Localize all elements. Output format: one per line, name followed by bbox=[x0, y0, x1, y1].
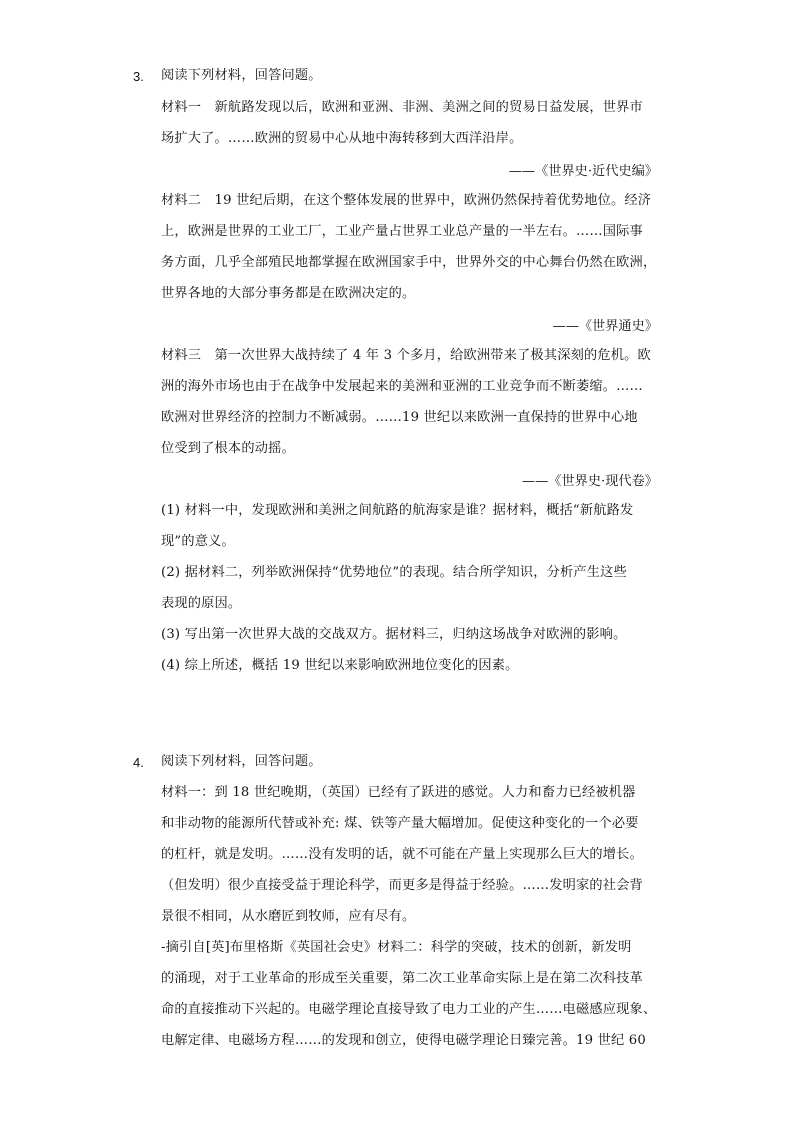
sub-question: (2) 据材料二，列举欧洲保持“优势地位”的表现。结合所学知识，分析产生这些 bbox=[161, 565, 627, 580]
question-prompt: 阅读下列材料，回答问题。 bbox=[161, 754, 322, 769]
material-line: -摘引自[英]布里格斯《英国社会史》材料二：科学的突破，技术的创新，新发明 bbox=[161, 940, 632, 955]
material-line: 务方面，几乎全部殖民地都掌握在欧洲国家手中，世界外交的中心舞台仍然在欧洲， bbox=[161, 255, 657, 270]
material-line: 材料二 19 世纪后期，在这个整体发展的世界中，欧洲仍然保持着优势地位。经济 bbox=[161, 193, 652, 208]
sub-question: 现”的意义。 bbox=[161, 534, 235, 549]
material-line: 欧洲对世界经济的控制力不断减弱。……19 世纪以来欧洲一直保持的世界中心地 bbox=[161, 410, 638, 425]
material-line: 上，欧洲是世界的工业工厂，工业产量占世界工业总产量的一半左右。……国际事 bbox=[161, 224, 643, 239]
material-line: 命的直接推动下兴起的。电磁学理论直接导致了电力工业的产生……电磁感应现象、 bbox=[161, 1002, 657, 1017]
question-prompt: 阅读下列材料，回答问题。 bbox=[161, 68, 322, 83]
material-line: 的涌现，对于工业革命的形成至关重要，第二次工业革命实际上是在第二次科技革 bbox=[161, 971, 643, 986]
question-number: 3. bbox=[133, 69, 144, 84]
material-line: 洲的海外市场也由于在战争中发展起来的美洲和亚洲的工业竞争而不断萎缩。…… bbox=[161, 379, 643, 394]
sub-question: 表现的原因。 bbox=[161, 596, 242, 611]
material-source: ——《世界通史》 bbox=[552, 319, 658, 334]
sub-question: (3) 写出第一次世界大战的交战双方。据材料三，归纳这场战争对欧洲的影响。 bbox=[161, 627, 627, 642]
material-line: 位受到了根本的动摇。 bbox=[161, 441, 295, 456]
material-line: （但发明）很少直接受益于理论科学，而更多是得益于经验。……发明家的社会背 bbox=[161, 878, 643, 893]
material-line: 世界各地的大部分事务都是在欧洲决定的。 bbox=[161, 286, 416, 301]
question-number: 4. bbox=[133, 755, 144, 770]
material-line: 和非动物的能源所代替或补充: 煤、铁等产量大幅增加。促使这种变化的一个必要 bbox=[161, 816, 639, 831]
material-line: 电解定律、电磁场方程……的发现和创立，使得电磁学理论日臻完善。19 世纪 60 bbox=[161, 1033, 646, 1048]
material-line: 景很不相同，从水磨匠到牧师，应有尽有。 bbox=[161, 909, 416, 924]
material-source: ——《世界史·现代卷》 bbox=[521, 474, 658, 489]
sub-question: (4) 综上所述，概括 19 世纪以来影响欧洲地位变化的因素。 bbox=[161, 658, 519, 673]
material-source: ——《世界史·近代史编》 bbox=[508, 164, 658, 179]
material-line: 场扩大了。……欧洲的贸易中心从地中海转移到大西洋沿岸。 bbox=[161, 131, 523, 146]
material-line: 材料一：到 18 世纪晚期，（英国）已经有了跃进的感觉。人力和畜力已经被机器 bbox=[161, 785, 636, 800]
material-line: 材料一 新航路发现以后，欧洲和亚洲、非洲、美洲之间的贸易日益发展，世界市 bbox=[161, 100, 643, 115]
material-line: 的杠杆，就是发明。……没有发明的话，就不可能在产量上实现那么巨大的增长。 bbox=[161, 847, 643, 862]
sub-question: (1) 材料一中，发现欧洲和美洲之间航路的航海家是谁？据材料，概括“新航路发 bbox=[161, 503, 634, 518]
material-line: 材料三 第一次世界大战持续了 4 年 3 个多月，给欧洲带来了极其深刻的危机。欧 bbox=[161, 348, 651, 363]
